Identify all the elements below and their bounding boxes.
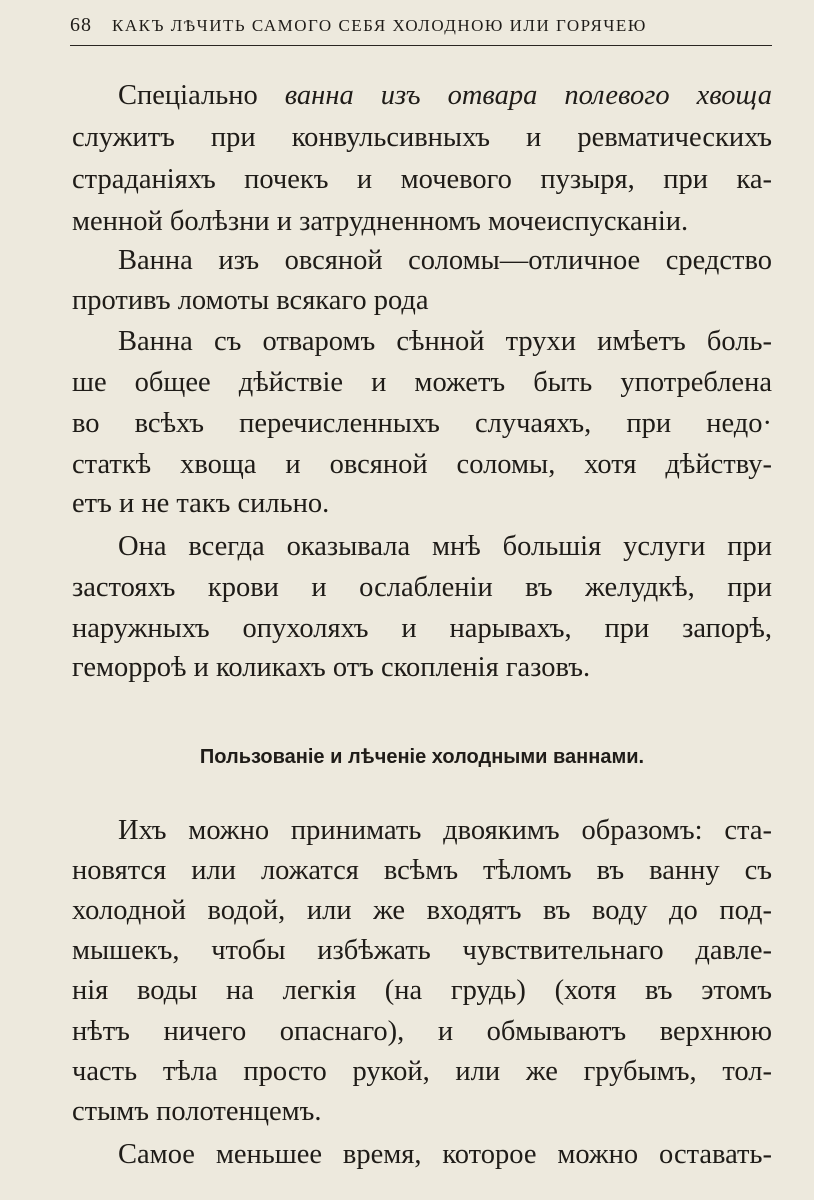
text-line: Ванна изъ овсяной соломы—отличное средство bbox=[118, 245, 772, 276]
text-line: геморроѣ и коликахъ отъ скопленія газовъ. bbox=[72, 652, 591, 683]
text-line: етъ и не такъ сильно. bbox=[72, 488, 330, 519]
text-line: Самое меньшее время, которое можно оставать- bbox=[118, 1139, 772, 1170]
text-line: менной болѣзни и затрудненномъ мочеиспусканіи. bbox=[72, 206, 689, 237]
text-line: страданіяхъ почекъ и мочевого пузыря, при ка- bbox=[72, 164, 772, 195]
page-number: 68 bbox=[70, 14, 92, 36]
text-run: Спеціально bbox=[118, 80, 258, 111]
text-line: Она всегда оказывала мнѣ большія услуги при bbox=[118, 531, 772, 562]
text-line: часть тѣла просто рукой, или же грубымъ, тол- bbox=[72, 1056, 772, 1087]
text-line: статкѣ хвоща и овсяной соломы, хотя дѣйству- bbox=[72, 449, 772, 480]
running-title: КАКЪ ЛѢЧИТЬ САМОГО СЕБЯ ХОЛОДНОЮ ИЛИ ГОРЯЧЕЮ bbox=[112, 16, 647, 35]
text-line: нія воды на легкія (на грудь) (хотя въ этомъ bbox=[72, 975, 772, 1006]
text-line: во всѣхъ перечисленныхъ случаяхъ, при недо· bbox=[72, 408, 772, 439]
text-line bbox=[118, 76, 772, 116]
italic-phrase: ванна изъ отвара полевого хвоща bbox=[284, 80, 772, 111]
text-line: Ванна съ отваромъ сѣнной трухи имѣетъ боль- bbox=[118, 326, 772, 357]
text-line: Ихъ можно принимать двоякимъ образомъ: ста- bbox=[118, 815, 772, 846]
text-line: ше общее дѣйствіе и можетъ быть употреблена bbox=[72, 367, 772, 398]
text-line: новятся или ложатся всѣмъ тѣломъ въ ванну съ bbox=[72, 855, 772, 886]
text-line: служитъ при конвульсивныхъ и ревматическихъ bbox=[72, 122, 772, 153]
text-line: застояхъ крови и ослабленіи въ желудкѣ, при bbox=[72, 572, 772, 603]
text-line: наружныхъ опухоляхъ и нарывахъ, при запорѣ, bbox=[72, 613, 772, 644]
text-line: противъ ломоты всякаго рода bbox=[72, 285, 429, 316]
running-header bbox=[70, 14, 772, 37]
section-heading: Пользованіе и лѣченіе холодными ваннами. bbox=[199, 746, 645, 768]
header-rule bbox=[70, 45, 772, 46]
text-line: холодной водой, или же входятъ въ воду до под- bbox=[72, 895, 772, 926]
text-line: стымъ полотенцемъ. bbox=[72, 1096, 322, 1127]
text-line: мышекъ, чтобы избѣжать чувствительнаго давле- bbox=[72, 935, 772, 966]
text-line: нѣтъ ничего опаснаго), и обмываютъ верхнюю bbox=[72, 1016, 772, 1047]
